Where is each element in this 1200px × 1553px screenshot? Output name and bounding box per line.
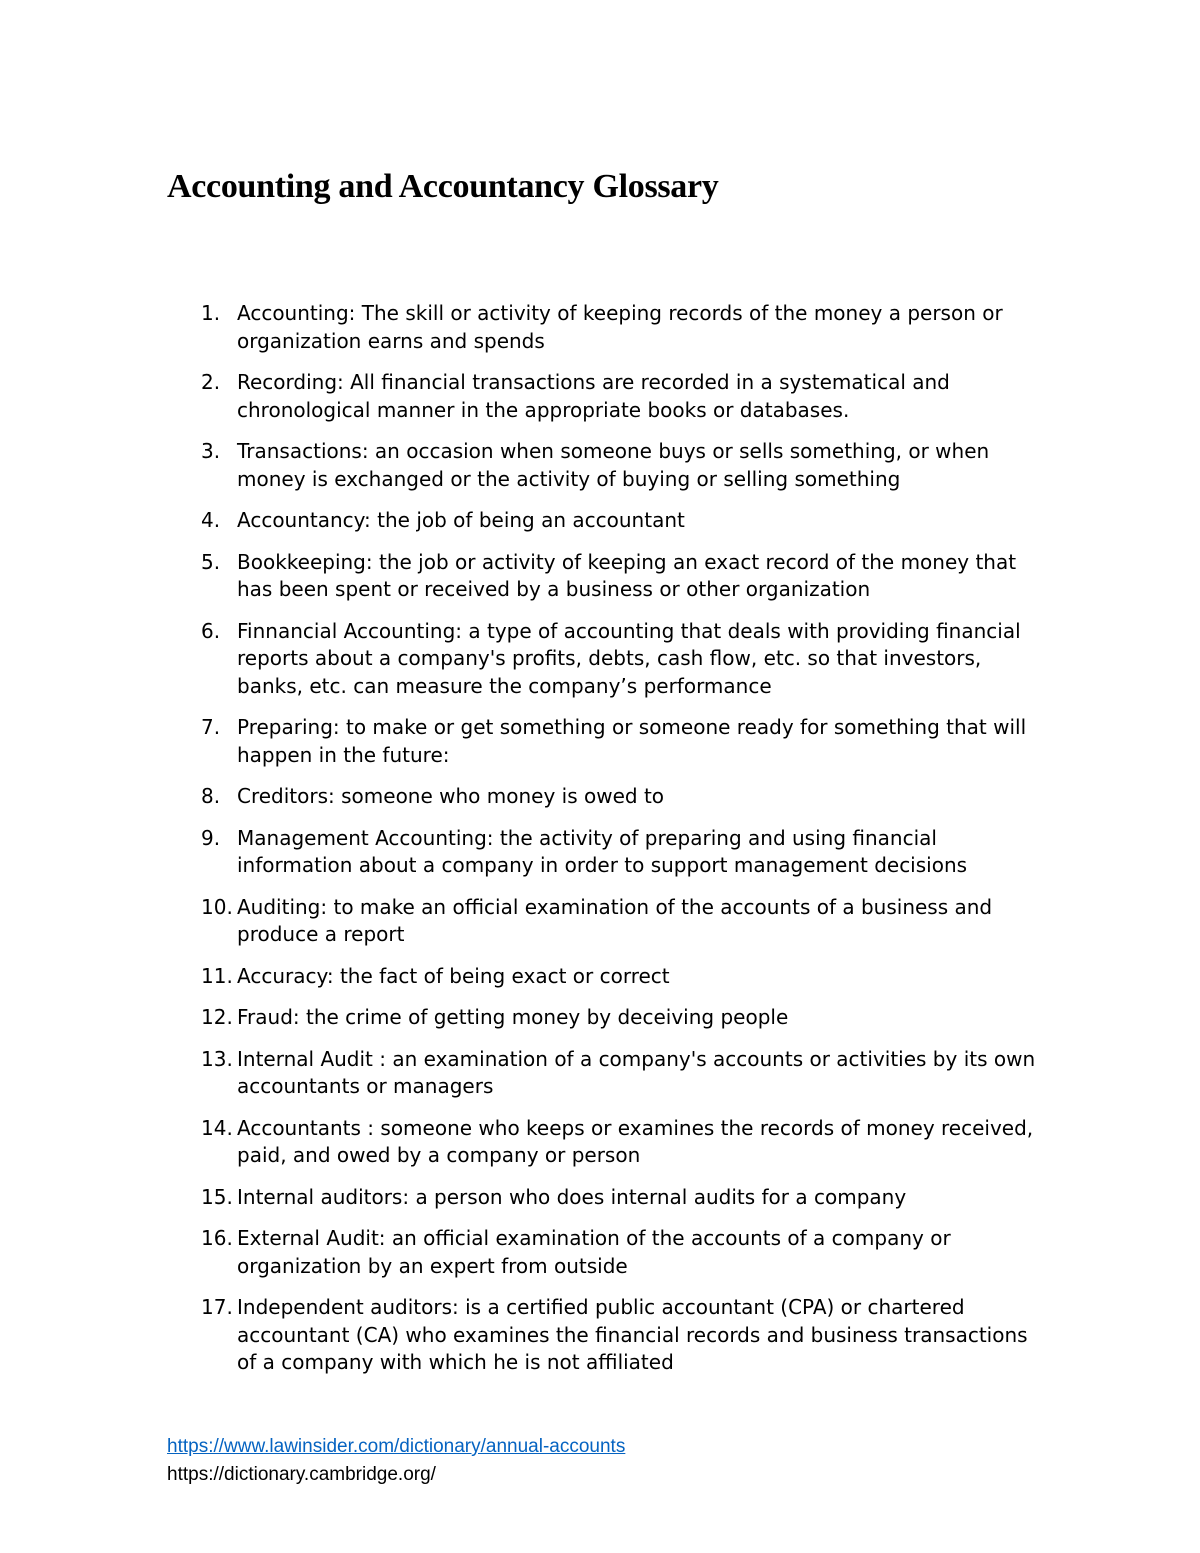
entry-text: Recording: All financial transactions are recorded in a systematical and chronological manner in the appropriate books or databases. (237, 370, 950, 422)
entry-number: 5. (201, 549, 221, 574)
entry-text: Creditors: someone who money is owed to (237, 784, 665, 808)
entry-number: 3. (201, 439, 221, 463)
glossary-entry (0, 438, 1037, 493)
entry-number: 9. (201, 825, 221, 850)
glossary-entry (0, 1294, 1037, 1377)
glossary-entry (0, 714, 1037, 769)
entry-number: 10. (201, 894, 233, 919)
sources (167, 1433, 625, 1489)
page-title: Accounting and Accountancy Glossary (167, 168, 719, 205)
entry-text: Accounting: The skill or activity of keeping records of the money a person or organization earns and spends (237, 301, 1003, 353)
entry-number: 6. (201, 618, 221, 643)
glossary-entry (0, 783, 1037, 811)
entry-text: Accountancy: the job of being an accountant (237, 508, 685, 532)
entry-number: 8. (201, 784, 221, 808)
entry-text: Bookkeeping: the job or activity of keeping an exact record of the money that has been spent or received by a business or other organization (237, 549, 1017, 601)
entry-text: Independent auditors: is a certified public accountant (CPA) or chartered accountant (CA) who examines the financial records and business transactions of a company with which he is not affiliated (237, 1295, 1028, 1374)
entry-number: 7. (201, 715, 221, 739)
glossary-entry (0, 549, 1037, 604)
entry-number: 17. (201, 1295, 233, 1319)
entry-number: 14. (201, 1115, 233, 1140)
entry-text: Internal auditors: a person who does internal audits for a company (237, 1184, 907, 1209)
glossary-list (0, 300, 1200, 1391)
glossary-entry (0, 894, 1037, 949)
entry-number: 16. (201, 1226, 233, 1250)
entry-text: Management Accounting: the activity of preparing and using financial information about a company in order to support management decisions (237, 825, 968, 877)
entry-text: Finnancial Accounting: a type of accounting that deals with providing financial reports about a company's profits, debts, cash flow, etc. so that investors, banks, etc. can measure the company’s performance (237, 618, 1021, 698)
glossary-entry (0, 1184, 1037, 1212)
entry-text: Accountants : someone who keeps or examines the records of money received, paid, and owed by a company or person (237, 1115, 1034, 1167)
entry-text: Internal Audit : an examination of a company's accounts or activities by its own accountants or managers (237, 1046, 1036, 1098)
glossary-entry (0, 507, 1037, 535)
entry-text: Fraud: the crime of getting money by deceiving people (237, 1005, 789, 1029)
entry-number: 13. (201, 1046, 233, 1071)
entry-text: Auditing: to make an official examination of the accounts of a business and produce a report (237, 894, 993, 946)
entry-text: Transactions: an occasion when someone buys or sells something, or when money is exchanged or the activity of buying or selling something (237, 439, 990, 491)
entry-number: 2. (201, 370, 221, 394)
entry-number: 4. (201, 508, 221, 532)
source-link-lawinsider[interactable]: https://www.lawinsider.com/dictionary/annual-accounts (167, 1436, 626, 1457)
entry-number: 15. (201, 1184, 233, 1209)
glossary-entry (0, 300, 1037, 355)
glossary-entry (0, 825, 1037, 880)
entry-text: External Audit: an official examination of the accounts of a company or organization by an expert from outside (237, 1226, 951, 1278)
source-text-cambridge: https://dictionary.cambridge.org/ (167, 1464, 436, 1485)
glossary-entry (0, 1004, 1037, 1032)
glossary-entry (0, 618, 1037, 701)
glossary-entry (0, 1046, 1037, 1101)
entry-text: Accuracy: the fact of being exact or correct (237, 963, 670, 988)
glossary-entry (0, 369, 1037, 424)
entry-number: 12. (201, 1005, 233, 1029)
glossary-entry (0, 1115, 1037, 1170)
glossary-entry (0, 1225, 1037, 1280)
entry-text: Preparing: to make or get something or someone ready for something that will happen in the future: (237, 715, 1027, 767)
glossary-entry (0, 963, 1037, 991)
entry-number: 1. (201, 301, 221, 325)
entry-number: 11. (201, 963, 233, 988)
